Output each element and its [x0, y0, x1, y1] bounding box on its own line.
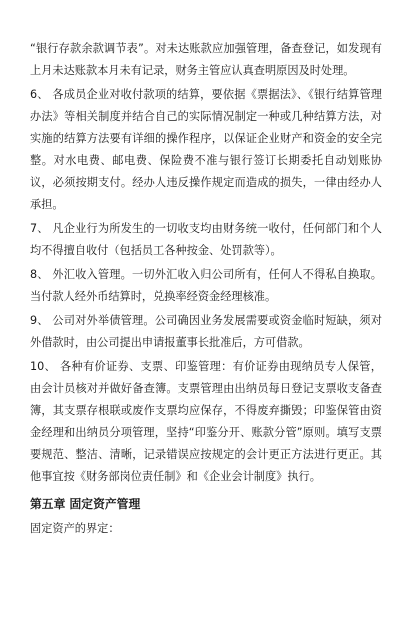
chapter-heading: 第五章 固定资产管理: [30, 497, 141, 511]
paragraph-item-6-settlement: 6、 各成员企业对收付款项的结算，要依据《票据法》、《银行结算管理办法》等相关制度并结合自己的实际情况制定一种或几种结算方法，对实施的结算方法要有详细的操作程序，以保证企业财产和资金的安全完整。对水电费、邮电费、保险费不准与银行签订长期委托自动划账协议，必须按期支付。经办人违反操作规定而造成的损失，一律由经办人承担。: [30, 88, 382, 211]
section-label: 固定资产的界定：: [30, 522, 120, 535]
paragraph-item-8-foreign-exchange: 8、 外汇收入管理。一切外汇收入归公司所有，任何人不得私自换取。当付款人经外币结算时，兑换率经资金经理核准。: [30, 268, 382, 303]
paragraph-item-10-securities: 10、 各种有价证券、支票、印鉴管理：有价证券由现纳员专人保管，由会计员核对并做好备查簿。支票管理由出纳员每日登记支票收支备查簿，其支票存根联或废作支票均应保存，不得废弃撕毁；印鉴保管由资金经理和出纳员分项管理，坚持“印鉴分开、账款分管”原则。填写支票要规范、整洁、清晰，记录错误应按规定的会计更正方法进行更正。其他事宜按《财务部岗位责任制》和《企业会计制度》执行。: [30, 360, 382, 483]
paragraph-bank-reconciliation: “银行存款余款调节表”。对未达账款应加强管理，备查登记，如发现有上月未达账款本月未有记录，财务主管应认真查明原因及时处理。: [30, 42, 382, 77]
paragraph-item-7-payments: 7、 凡企业行为所发生的一切收支均由财务统一收付，任何部门和个人均不得擅自收付（包括员工各种按金、处罚款等）。: [30, 222, 382, 257]
document-body: [30, 38, 382, 540]
paragraph-item-9-borrowing: 9、 公司对外举债管理。公司确因业务发展需要或资金临时短缺，须对外借款时，由公司提出申请报董事长批准后，方可借款。: [30, 314, 382, 349]
